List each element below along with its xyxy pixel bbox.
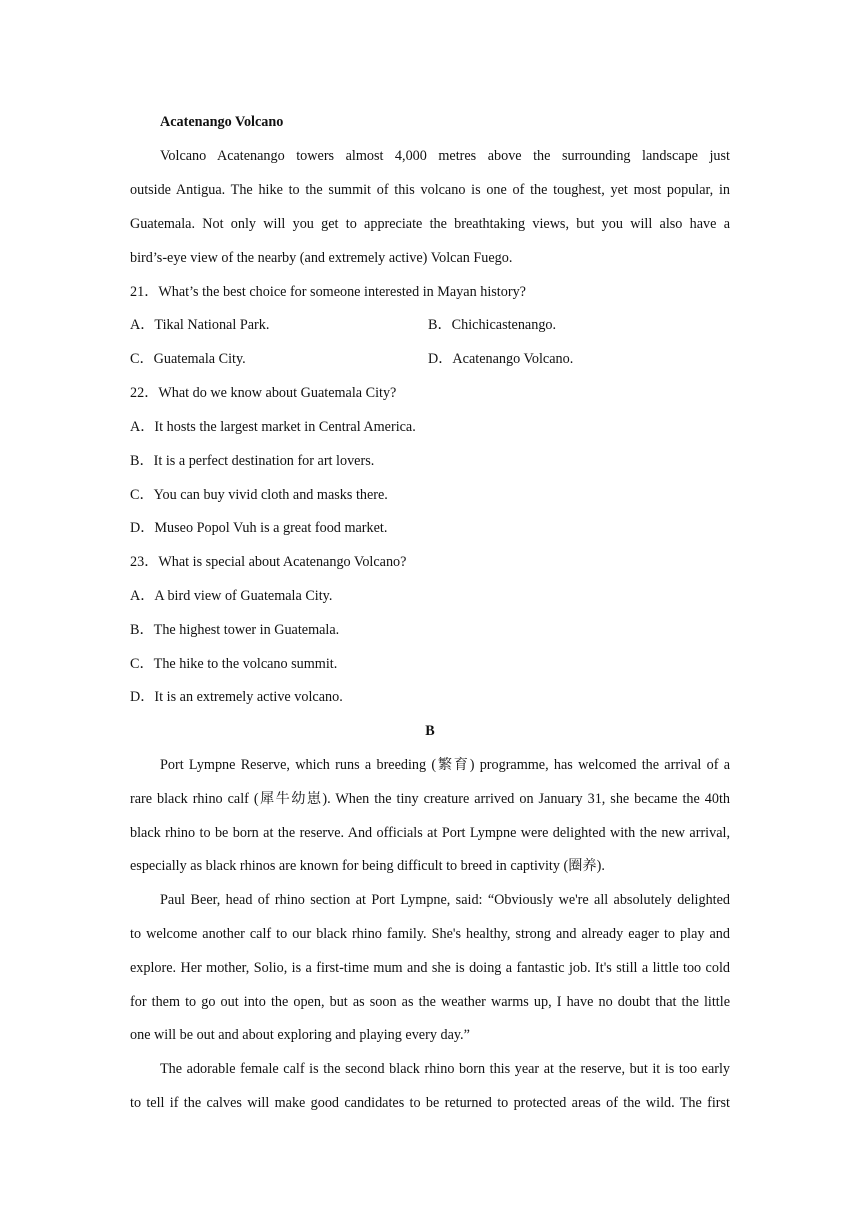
paragraph-line: to tell if the calves will make good candidates to be returned to protected areas of the wild. The first [130, 1095, 730, 1111]
question-22-stem: 22．What do we know about Guatemala City? [130, 385, 397, 401]
question-23-option-d: D．It is an extremely active volcano. [130, 689, 343, 705]
question-22-option-b: B．It is a perfect destination for art lovers. [130, 453, 375, 469]
question-21-option-b: B．Chichicastenango. [428, 317, 557, 333]
question-22-option-a: A．It hosts the largest market in Central America. [130, 419, 416, 435]
question-21-stem: 21．What’s the best choice for someone interested in Mayan history? [130, 284, 526, 300]
question-21-option-c: C．Guatemala City. [130, 351, 246, 367]
paragraph-line: The adorable female calf is the second black rhino born this year at the reserve, but it is too early [160, 1061, 730, 1077]
question-23-stem: 23．What is special about Acatenango Volcano? [130, 554, 407, 570]
paragraph-line: especially as black rhinos are known for being difficult to breed in captivity (圈养). [130, 858, 605, 874]
question-23-option-c: C．The hike to the volcano summit. [130, 656, 338, 672]
paragraph-line: Paul Beer, head of rhino section at Port Lympne, said: “Obviously we're all absolutely delighted [160, 892, 730, 908]
paragraph-line: rare black rhino calf (犀牛幼崽). When the tiny creature arrived on January 31, she became the 40th [130, 791, 730, 807]
paragraph-line: for them to go out into the open, but as soon as the weather warms up, I have no doubt that the little [130, 994, 730, 1010]
paragraph-line: to welcome another calf to our black rhino family. She's healthy, strong and already eager to play and [130, 926, 730, 942]
paragraph-line: explore. Her mother, Solio, is a first-time mum and she is doing a fantastic job. It's still a little too cold [130, 960, 730, 976]
section-b-label: B [425, 723, 435, 739]
question-22-option-d: D．Museo Popol Vuh is a great food market. [130, 520, 388, 536]
paragraph-line: outside Antigua. The hike to the summit of this volcano is one of the toughest, yet most popular, in [130, 182, 730, 198]
question-21-option-d: D．Acatenango Volcano. [428, 351, 574, 367]
paragraph-line: Guatemala. Not only will you get to appreciate the breathtaking views, but you will also have a [130, 216, 730, 232]
section-heading-acatenango: Acatenango Volcano [160, 114, 284, 130]
paragraph-line: Port Lympne Reserve, which runs a breeding (繁育) programme, has welcomed the arrival of a [160, 757, 730, 773]
paragraph-line: black rhino to be born at the reserve. And officials at Port Lympne were delighted with the new arrival, [130, 825, 730, 841]
paragraph-line: one will be out and about exploring and playing every day.” [130, 1027, 470, 1043]
paragraph-line: Volcano Acatenango towers almost 4,000 metres above the surrounding landscape just [160, 148, 730, 164]
paragraph-line: bird’s-eye view of the nearby (and extremely active) Volcan Fuego. [130, 250, 513, 266]
question-23-option-a: A．A bird view of Guatemala City. [130, 588, 333, 604]
question-22-option-c: C．You can buy vivid cloth and masks there. [130, 487, 388, 503]
question-23-option-b: B．The highest tower in Guatemala. [130, 622, 340, 638]
question-21-option-a: A．Tikal National Park. [130, 317, 270, 333]
